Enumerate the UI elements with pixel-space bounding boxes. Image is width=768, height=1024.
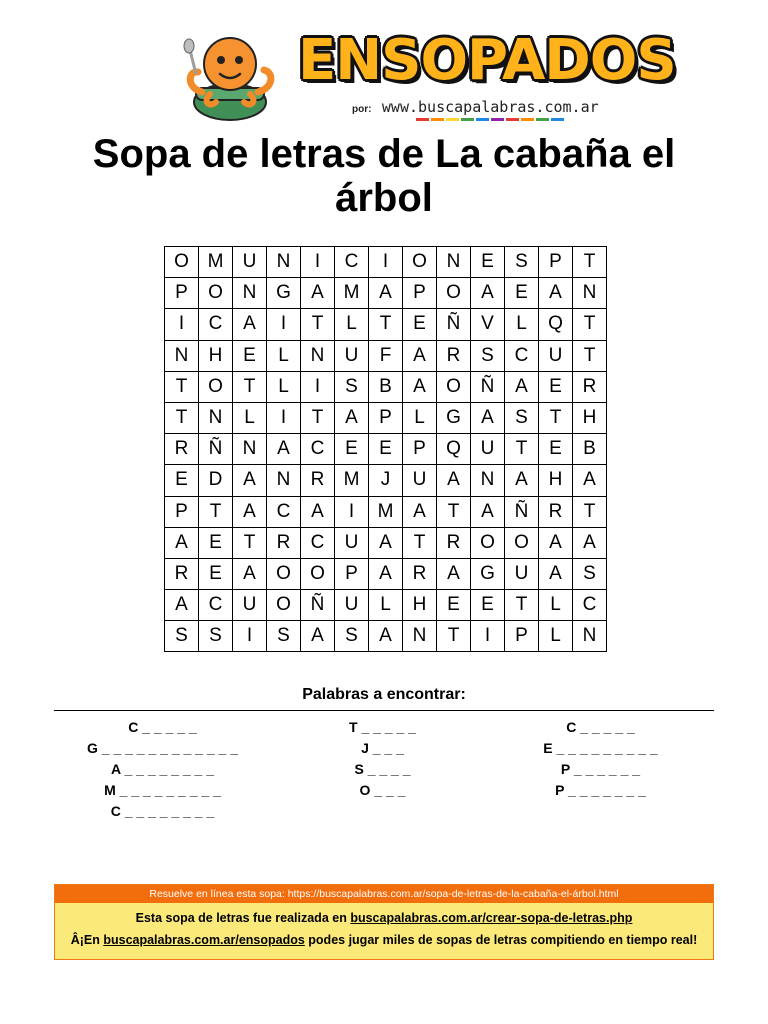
grid-cell[interactable]: T (539, 402, 573, 433)
grid-cell[interactable]: R (267, 527, 301, 558)
grid-cell[interactable]: T (573, 496, 607, 527)
grid-cell[interactable]: V (471, 309, 505, 340)
por-label: por: (352, 104, 372, 115)
grid-cell[interactable]: U (335, 527, 369, 558)
word-clue: M _ _ _ _ _ _ _ _ _ (104, 782, 221, 798)
rainbow-segment (476, 118, 489, 121)
grid-cell[interactable]: R (301, 465, 335, 496)
divider (54, 710, 714, 711)
grid-cell[interactable]: M (369, 496, 403, 527)
grid-cell[interactable]: A (505, 465, 539, 496)
grid-cell[interactable]: T (573, 309, 607, 340)
word-clue: C _ _ _ _ _ (128, 719, 197, 735)
grid-cell[interactable]: R (165, 434, 199, 465)
word-clue: P _ _ _ _ _ _ _ (555, 782, 646, 798)
grid-cell[interactable]: N (573, 278, 607, 309)
grid-cell[interactable]: R (165, 558, 199, 589)
grid-row (165, 340, 607, 371)
grid-cell[interactable]: O (267, 590, 301, 621)
grid-cell[interactable]: A (471, 278, 505, 309)
grid-cell[interactable]: O (267, 558, 301, 589)
ensopados-logo (298, 26, 676, 126)
grid-cell[interactable]: P (165, 496, 199, 527)
grid-cell[interactable]: U (539, 340, 573, 371)
play-suffix: podes jugar miles de sopas de letras compitiendo en tiempo real! (304, 933, 698, 947)
word-search-grid (164, 246, 607, 652)
grid-cell[interactable]: U (403, 465, 437, 496)
grid-cell[interactable]: E (165, 465, 199, 496)
grid-cell[interactable]: A (335, 402, 369, 433)
grid-cell[interactable]: B (369, 371, 403, 402)
grid-cell[interactable]: N (233, 278, 267, 309)
grid-cell[interactable]: Ñ (505, 496, 539, 527)
grid-cell[interactable]: A (539, 278, 573, 309)
grid-cell[interactable]: L (369, 590, 403, 621)
grid-cell[interactable]: A (403, 340, 437, 371)
grid-cell[interactable]: A (539, 558, 573, 589)
rainbow-segment (551, 118, 564, 121)
grid-cell[interactable]: L (539, 621, 573, 652)
grid-cell[interactable]: E (505, 278, 539, 309)
grid-cell[interactable]: H (199, 340, 233, 371)
grid-cell[interactable]: Q (539, 309, 573, 340)
grid-cell[interactable]: A (369, 558, 403, 589)
grid-cell[interactable]: E (233, 340, 267, 371)
grid-cell[interactable]: L (403, 402, 437, 433)
grid-cell[interactable]: H (573, 402, 607, 433)
grid-cell[interactable]: Ñ (437, 309, 471, 340)
grid-cell[interactable]: C (199, 590, 233, 621)
grid-cell[interactable]: U (335, 340, 369, 371)
site-url: www.buscapalabras.com.ar (381, 98, 599, 116)
grid-cell[interactable]: P (403, 278, 437, 309)
grid-cell[interactable]: T (165, 402, 199, 433)
grid-cell[interactable]: U (505, 558, 539, 589)
word-clue: E _ _ _ _ _ _ _ _ _ (543, 740, 658, 756)
grid-cell[interactable]: P (403, 434, 437, 465)
grid-cell[interactable]: L (267, 340, 301, 371)
grid-cell[interactable]: E (199, 558, 233, 589)
grid-cell[interactable]: A (471, 496, 505, 527)
rainbow-segment (446, 118, 459, 121)
grid-cell[interactable]: J (369, 465, 403, 496)
grid-cell[interactable]: A (369, 278, 403, 309)
grid-cell[interactable]: A (573, 527, 607, 558)
grid-cell[interactable]: E (471, 590, 505, 621)
grid-cell[interactable]: C (301, 434, 335, 465)
grid-cell[interactable]: L (267, 371, 301, 402)
grid-row (165, 496, 607, 527)
grid-row (165, 309, 607, 340)
grid-cell[interactable]: P (335, 558, 369, 589)
online-link-bar[interactable]: Resuelve en línea esta sopa: https://buscapalabras.com.ar/sopa-de-letras-de-la-cabaña-el-árbol.html (55, 885, 713, 903)
grid-cell[interactable]: A (233, 558, 267, 589)
grid-cell[interactable]: O (471, 527, 505, 558)
grid-cell[interactable]: T (301, 402, 335, 433)
grid-cell[interactable]: A (437, 465, 471, 496)
grid-row (165, 558, 607, 589)
grid-cell[interactable]: A (437, 558, 471, 589)
grid-cell[interactable]: G (471, 558, 505, 589)
grid-cell[interactable]: P (369, 402, 403, 433)
grid-cell[interactable]: R (573, 371, 607, 402)
grid-cell[interactable]: D (199, 465, 233, 496)
grid-cell[interactable]: C (301, 527, 335, 558)
grid-cell[interactable]: A (233, 465, 267, 496)
grid-cell[interactable]: T (403, 527, 437, 558)
word-list-column-2 (290, 717, 475, 801)
grid-cell[interactable]: E (539, 434, 573, 465)
word-list-column-1 (70, 717, 255, 822)
rainbow-segment (521, 118, 534, 121)
grid-cell[interactable]: P (165, 278, 199, 309)
grid-cell[interactable]: E (403, 309, 437, 340)
grid-cell[interactable]: A (165, 590, 199, 621)
grid-row (165, 527, 607, 558)
grid-cell[interactable]: E (335, 434, 369, 465)
grid-cell[interactable]: P (539, 247, 573, 278)
grid-cell[interactable]: T (369, 309, 403, 340)
words-heading: Palabras a encontrar: (302, 686, 466, 703)
word-clue: C _ _ _ _ _ (566, 719, 635, 735)
grid-cell[interactable]: A (267, 434, 301, 465)
grid-cell[interactable]: S (505, 247, 539, 278)
grid-cell[interactable]: L (233, 402, 267, 433)
word-clue: O _ _ _ (359, 782, 406, 798)
play-line (55, 929, 713, 951)
grid-cell[interactable]: N (267, 465, 301, 496)
grid-cell[interactable]: U (335, 590, 369, 621)
grid-cell[interactable]: E (539, 371, 573, 402)
grid-cell[interactable]: C (335, 247, 369, 278)
rainbow-segment (491, 118, 504, 121)
grid-cell[interactable]: S (267, 621, 301, 652)
grid-cell[interactable]: N (301, 340, 335, 371)
grid-cell[interactable]: R (539, 496, 573, 527)
grid-cell[interactable]: O (301, 558, 335, 589)
grid-row (165, 402, 607, 433)
grid-row (165, 590, 607, 621)
ensopados-link[interactable]: buscapalabras.com.ar/ensopados (103, 933, 305, 947)
word-clue: J _ _ _ (361, 740, 404, 756)
word-clue: G _ _ _ _ _ _ _ _ _ _ _ _ (87, 740, 238, 756)
grid-cell[interactable]: M (199, 247, 233, 278)
footer-box (54, 884, 714, 960)
grid-cell[interactable]: R (403, 558, 437, 589)
grid-cell[interactable]: A (369, 527, 403, 558)
grid-row (165, 621, 607, 652)
rainbow-segment (536, 118, 549, 121)
grid-row (165, 278, 607, 309)
grid-cell[interactable]: U (233, 590, 267, 621)
grid-cell[interactable]: T (165, 371, 199, 402)
grid-cell[interactable]: E (471, 247, 505, 278)
grid-cell[interactable]: E (369, 434, 403, 465)
grid-cell[interactable]: C (267, 496, 301, 527)
grid-cell[interactable]: T (199, 496, 233, 527)
grid-cell[interactable]: A (301, 496, 335, 527)
grid-cell[interactable]: S (199, 621, 233, 652)
grid-cell[interactable]: T (505, 590, 539, 621)
grid-cell[interactable]: M (335, 278, 369, 309)
grid-cell[interactable]: N (233, 434, 267, 465)
grid-cell[interactable]: S (335, 621, 369, 652)
grid-cell[interactable]: U (233, 247, 267, 278)
grid-cell[interactable]: Ñ (301, 590, 335, 621)
grid-row (165, 371, 607, 402)
grid-cell[interactable]: F (369, 340, 403, 371)
grid-cell[interactable]: S (335, 371, 369, 402)
grid-cell[interactable]: R (437, 340, 471, 371)
grid-cell[interactable]: I (301, 371, 335, 402)
grid-cell[interactable]: L (539, 590, 573, 621)
grid-cell[interactable]: C (199, 309, 233, 340)
rainbow-segment (431, 118, 444, 121)
grid-cell[interactable]: T (505, 434, 539, 465)
word-clue: P _ _ _ _ _ _ (560, 761, 641, 777)
site-credit (352, 98, 632, 116)
grid-cell[interactable]: H (539, 465, 573, 496)
grid-cell[interactable]: A (471, 402, 505, 433)
grid-cell[interactable]: O (165, 247, 199, 278)
grid-cell[interactable]: T (573, 247, 607, 278)
grid-cell[interactable]: A (573, 465, 607, 496)
grid-cell[interactable]: Ñ (199, 434, 233, 465)
grid-cell[interactable]: S (471, 340, 505, 371)
grid-cell[interactable]: O (199, 278, 233, 309)
grid-cell[interactable]: O (437, 278, 471, 309)
grid-cell[interactable]: B (573, 434, 607, 465)
made-with-line (55, 907, 713, 929)
octopus-mascot-logo (180, 30, 280, 122)
grid-cell[interactable]: R (437, 527, 471, 558)
word-clue: S _ _ _ _ (354, 761, 411, 777)
grid-cell[interactable]: O (403, 247, 437, 278)
word-list-column-3 (508, 717, 693, 801)
grid-cell[interactable]: A (505, 371, 539, 402)
grid-cell[interactable]: A (539, 527, 573, 558)
grid-cell[interactable]: A (301, 278, 335, 309)
grid-cell[interactable]: Ñ (471, 371, 505, 402)
grid-cell[interactable]: N (573, 621, 607, 652)
rainbow-segment (416, 118, 429, 121)
rainbow-segment (461, 118, 474, 121)
grid-cell[interactable]: I (471, 621, 505, 652)
grid-cell[interactable]: A (233, 496, 267, 527)
logo-wordmark: ENSOPADOS (298, 28, 676, 93)
grid-cell[interactable]: I (267, 402, 301, 433)
grid-cell[interactable]: N (437, 247, 471, 278)
grid-cell[interactable]: A (165, 527, 199, 558)
grid-cell[interactable]: H (403, 590, 437, 621)
grid-cell[interactable]: A (369, 621, 403, 652)
grid-cell[interactable]: A (403, 371, 437, 402)
grid-row (165, 247, 607, 278)
grid-cell[interactable]: N (165, 340, 199, 371)
grid-cell[interactable]: I (335, 496, 369, 527)
rainbow-segment (506, 118, 519, 121)
grid-cell[interactable]: A (403, 496, 437, 527)
grid-cell[interactable]: A (233, 309, 267, 340)
word-clue: A _ _ _ _ _ _ _ _ (111, 761, 214, 777)
grid-cell[interactable]: N (403, 621, 437, 652)
word-clue: C _ _ _ _ _ _ _ _ (110, 803, 215, 819)
grid-cell[interactable]: Q (437, 434, 471, 465)
grid-cell[interactable]: P (505, 621, 539, 652)
grid-row (165, 465, 607, 496)
grid-cell[interactable]: C (573, 590, 607, 621)
page-title: Sopa de letras de La cabaña el árbol (92, 132, 676, 220)
grid-cell[interactable]: O (505, 527, 539, 558)
grid-cell[interactable]: M (335, 465, 369, 496)
grid-cell[interactable]: T (437, 621, 471, 652)
word-clue: T _ _ _ _ _ (349, 719, 416, 735)
grid-cell[interactable]: I (369, 247, 403, 278)
grid-cell[interactable]: S (505, 402, 539, 433)
grid-cell[interactable]: L (505, 309, 539, 340)
grid-cell[interactable]: T (573, 340, 607, 371)
grid-cell[interactable]: A (301, 621, 335, 652)
rainbow-underline (416, 118, 566, 122)
grid-cell[interactable]: S (165, 621, 199, 652)
grid-cell[interactable]: E (199, 527, 233, 558)
grid-cell[interactable]: T (437, 496, 471, 527)
play-prefix: Â¡En (70, 933, 104, 947)
grid-cell[interactable]: N (199, 402, 233, 433)
grid-cell[interactable]: U (471, 434, 505, 465)
grid-cell[interactable]: I (301, 247, 335, 278)
grid-cell[interactable]: G (437, 402, 471, 433)
grid-cell[interactable]: T (233, 527, 267, 558)
grid-cell[interactable]: I (165, 309, 199, 340)
grid-cell[interactable]: E (437, 590, 471, 621)
grid-cell[interactable]: I (267, 309, 301, 340)
grid-cell[interactable]: N (267, 247, 301, 278)
grid-cell[interactable]: N (471, 465, 505, 496)
grid-cell[interactable]: T (301, 309, 335, 340)
grid-cell[interactable]: O (437, 371, 471, 402)
create-link[interactable]: buscapalabras.com.ar/crear-sopa-de-letras.php (350, 911, 633, 925)
grid-cell[interactable]: T (233, 371, 267, 402)
grid-cell[interactable]: C (505, 340, 539, 371)
grid-cell[interactable]: I (233, 621, 267, 652)
grid-row (165, 434, 607, 465)
grid-cell[interactable]: L (335, 309, 369, 340)
grid-cell[interactable]: G (267, 278, 301, 309)
grid-cell[interactable]: S (573, 558, 607, 589)
grid-cell[interactable]: O (199, 371, 233, 402)
made-prefix: Esta sopa de letras fue realizada en (135, 911, 351, 925)
